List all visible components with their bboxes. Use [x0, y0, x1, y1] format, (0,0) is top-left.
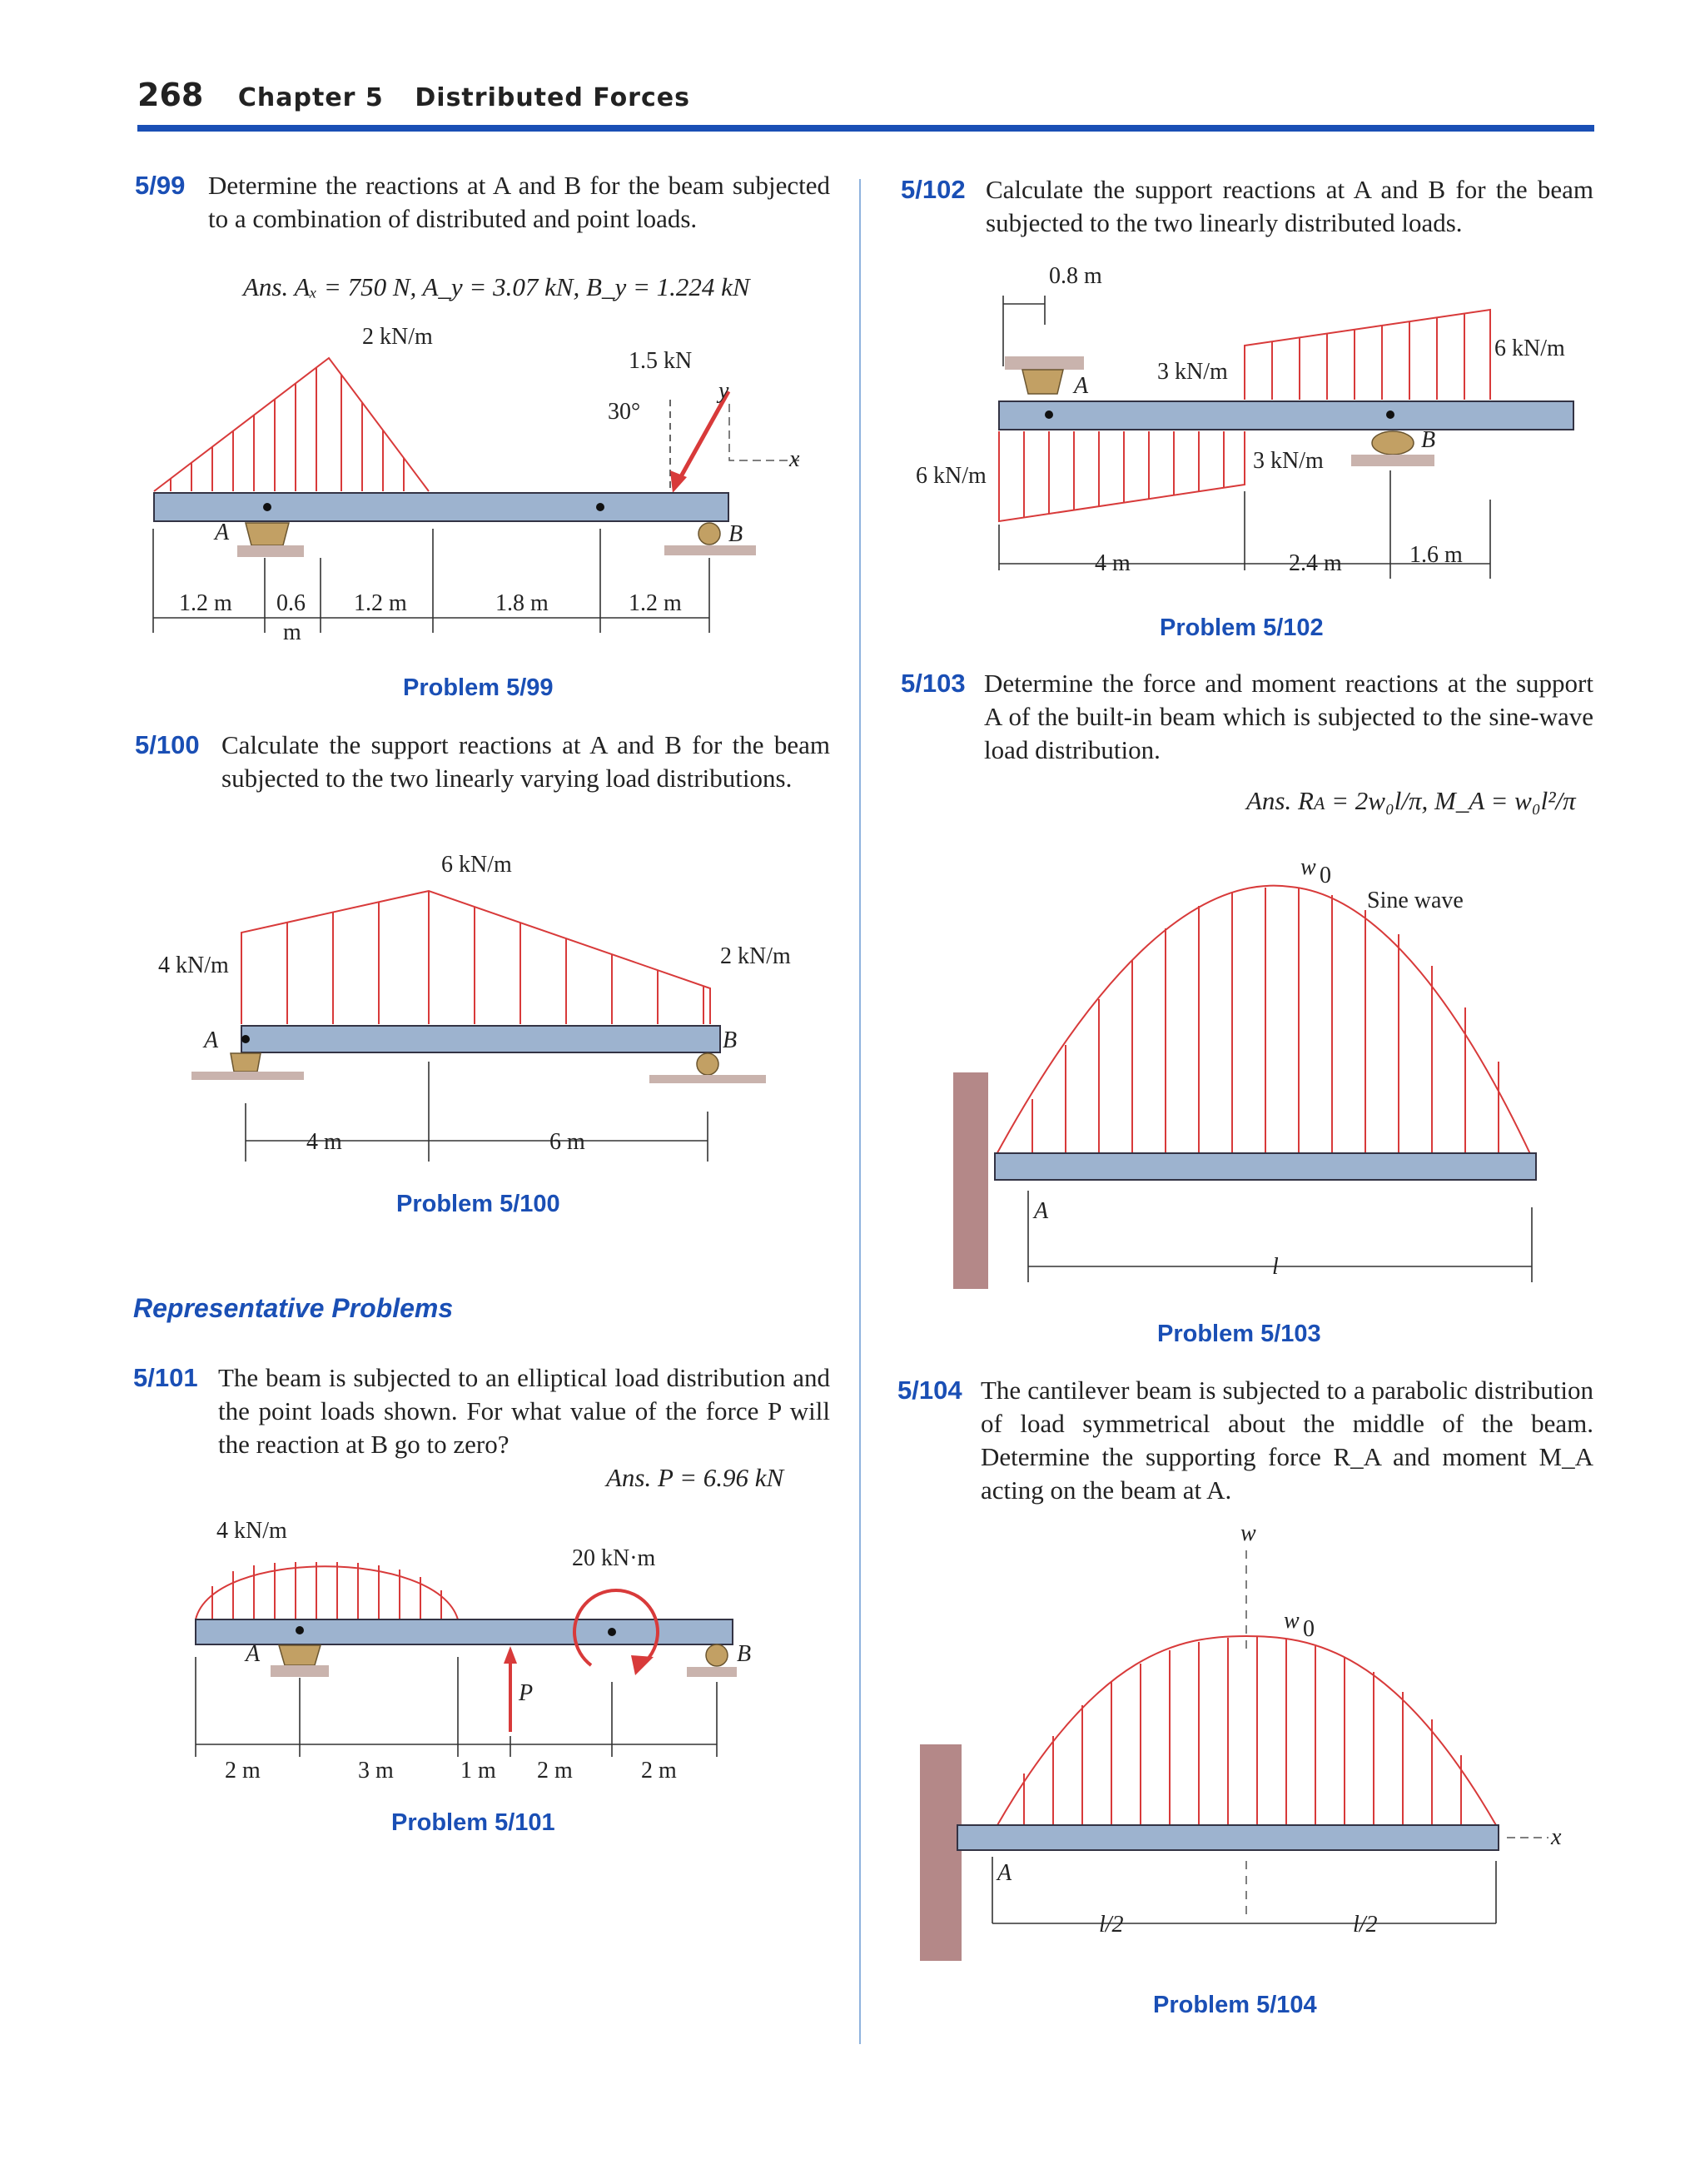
w-label: w	[1240, 1520, 1256, 1546]
load-arrows	[212, 1562, 441, 1619]
bottom-left-label: 6 kN/m	[916, 463, 987, 489]
label-A: A	[1074, 373, 1089, 399]
top-load-arrows	[1245, 310, 1490, 400]
l-label: l	[1272, 1254, 1279, 1280]
page-header	[137, 77, 690, 113]
label-A: A	[204, 1027, 219, 1053]
header-rule	[137, 125, 1594, 132]
dim-5: 2 m	[641, 1758, 677, 1784]
label-B: B	[737, 1641, 752, 1667]
problem-number: 5/104	[897, 1376, 962, 1405]
caption-5-101: Problem 5/101	[391, 1809, 555, 1836]
label-B: B	[1421, 427, 1436, 453]
label-A: A	[1034, 1198, 1049, 1224]
bottom-right-label: 3 kN/m	[1253, 448, 1324, 474]
wall	[953, 1072, 988, 1289]
answer-5-99: Ans. Aₓ = 750 N, A_y = 3.07 kN, B_y = 1.224 kN	[243, 272, 750, 301]
load-arrows	[171, 368, 404, 491]
problem-text: The beam is subjected to an elliptical load distribution and the point loads shown. For what value of the force P will the reaction at B go to zero?	[218, 1363, 830, 1459]
svg-text:0: 0	[1320, 863, 1331, 888]
top-right-label: 6 kN/m	[1494, 336, 1565, 361]
caption-5-104: Problem 5/104	[1153, 1992, 1317, 2018]
label-B: B	[728, 521, 743, 547]
beam	[957, 1825, 1499, 1850]
parabolic-load-arrows	[1024, 1637, 1461, 1825]
problem-text: The cantilever beam is subjected to a parabolic distribution of load symmetrical about the middle of the beam. Determine the supporting force R_A and moment M_A acting on the beam at A.	[981, 1376, 1593, 1505]
top-left-label: 3 kN/m	[1157, 359, 1228, 385]
answer-5-103: Ans. RA = 2w₀l/π, M_A = w₀l²/π	[1246, 786, 1576, 815]
beam	[999, 401, 1573, 430]
figure-5-102	[912, 258, 1603, 608]
dim-3: 1.6 m	[1409, 542, 1463, 568]
dim-2b: m	[283, 619, 301, 645]
support-A	[246, 523, 289, 545]
sine-load-arrows	[1032, 888, 1499, 1157]
support-B	[698, 523, 720, 545]
dim-2: 6 m	[549, 1129, 585, 1155]
load-label: 4 kN/m	[216, 1518, 287, 1544]
problem-5-103	[901, 667, 1593, 767]
dim-1: 4 m	[306, 1129, 342, 1155]
half-right: l/2	[1353, 1912, 1378, 1938]
wall	[920, 1744, 962, 1961]
problem-5-99	[135, 169, 830, 236]
svg-text:0: 0	[1303, 1616, 1315, 1642]
chapter-title: Distributed Forces	[415, 83, 690, 112]
answer-5-101: Ans. P = 6.96 kN	[606, 1463, 784, 1492]
dim-1: 1.2 m	[179, 590, 232, 616]
answer-values: = 2w₀l/π, M_A = w₀l²/π	[1331, 786, 1576, 815]
answer-label: Ans. R	[1246, 786, 1314, 815]
right-label: 2 kN/m	[720, 943, 791, 969]
dim-0: 0.8 m	[1049, 263, 1102, 289]
load-peak-label: 2 kN/m	[362, 324, 433, 350]
problem-number: 5/99	[135, 171, 186, 200]
bottom-load-arrows	[999, 431, 1224, 521]
load-outline	[241, 891, 710, 1024]
dim-2: 3 m	[358, 1758, 394, 1784]
load-outline	[154, 358, 429, 491]
beam	[995, 1153, 1536, 1180]
axis-y: y	[718, 378, 729, 404]
half-left: l/2	[1099, 1912, 1124, 1938]
problem-5-101	[133, 1361, 830, 1461]
problem-number: 5/100	[135, 730, 200, 759]
point-load-label: 1.5 kN	[629, 348, 693, 374]
peak-label: 6 kN/m	[441, 852, 512, 878]
bottom-load-outline	[999, 431, 1245, 521]
caption-5-102: Problem 5/102	[1160, 614, 1324, 641]
dim-5: 1.2 m	[629, 590, 682, 616]
figure-5-104	[916, 1520, 1582, 1973]
problem-number: 5/102	[901, 175, 966, 204]
problem-number: 5/103	[901, 669, 966, 698]
label-B: B	[723, 1027, 738, 1053]
beam	[154, 493, 728, 521]
sine-wave-label: Sine wave	[1367, 888, 1464, 913]
caption-5-103: Problem 5/103	[1157, 1321, 1321, 1347]
dim-1: 2 m	[225, 1758, 261, 1784]
dim-1: 4 m	[1095, 550, 1131, 576]
label-A: A	[997, 1860, 1012, 1886]
sine-load-outline	[995, 886, 1532, 1157]
label-A: A	[246, 1641, 261, 1667]
figure-5-100	[154, 845, 820, 1195]
support-B	[706, 1644, 728, 1666]
support-A	[231, 1053, 261, 1072]
support-B	[1372, 431, 1414, 455]
caption-5-100: Problem 5/100	[396, 1191, 560, 1217]
problem-text: Calculate the support reactions at A and B for the beam subjected to the two linearly distributed loads.	[986, 175, 1593, 237]
column-divider	[859, 179, 861, 2044]
problem-text: Calculate the support reactions at A and B for the beam subjected to the two linearly varying load distributions.	[221, 730, 830, 793]
problem-5-104	[897, 1374, 1593, 1507]
dim-3: 1.2 m	[354, 590, 407, 616]
problem-5-102	[901, 173, 1593, 240]
dim-4: 2 m	[537, 1758, 573, 1784]
dim-2: 2.4 m	[1289, 550, 1342, 576]
caption-5-99: Problem 5/99	[403, 674, 554, 701]
point-load-arrow	[676, 391, 728, 485]
beam	[241, 1026, 720, 1052]
figure-5-101	[187, 1515, 820, 1798]
dim-4: 1.8 m	[495, 590, 549, 616]
axis-x: x	[1551, 1824, 1562, 1850]
problem-5-100	[135, 729, 830, 795]
page-number: 268	[137, 77, 204, 113]
P-label: P	[519, 1680, 534, 1706]
parabolic-load-outline	[997, 1636, 1496, 1825]
left-label: 4 kN/m	[158, 953, 229, 978]
moment-label: 20 kN·m	[572, 1545, 656, 1571]
chapter-label: Chapter 5	[237, 83, 384, 112]
top-load-outline	[1245, 310, 1490, 400]
label-A: A	[215, 520, 230, 545]
w0-label: w	[1300, 854, 1316, 880]
dim-2a: 0.6	[276, 590, 306, 616]
support-B	[697, 1053, 718, 1075]
angle-label: 30°	[608, 399, 641, 425]
problem-text: Determine the reactions at A and B for the beam subjected to a combination of distributed and point loads.	[208, 171, 830, 233]
dim-3: 1 m	[460, 1758, 496, 1784]
section-heading: Representative Problems	[133, 1293, 454, 1323]
figure-5-103	[949, 854, 1598, 1291]
support-A	[279, 1645, 321, 1665]
load-outline	[196, 1566, 458, 1619]
problem-text: Determine the force and moment reactions at the support A of the built-in beam which is subjected to the sine-wave load distribution.	[984, 669, 1593, 764]
beam	[196, 1619, 733, 1644]
w0-label: w	[1284, 1608, 1300, 1634]
figure-5-99	[142, 321, 841, 670]
axis-x: x	[789, 446, 800, 472]
problem-number: 5/101	[133, 1363, 198, 1392]
support-A	[1022, 370, 1063, 394]
load-arrows	[241, 891, 703, 1024]
